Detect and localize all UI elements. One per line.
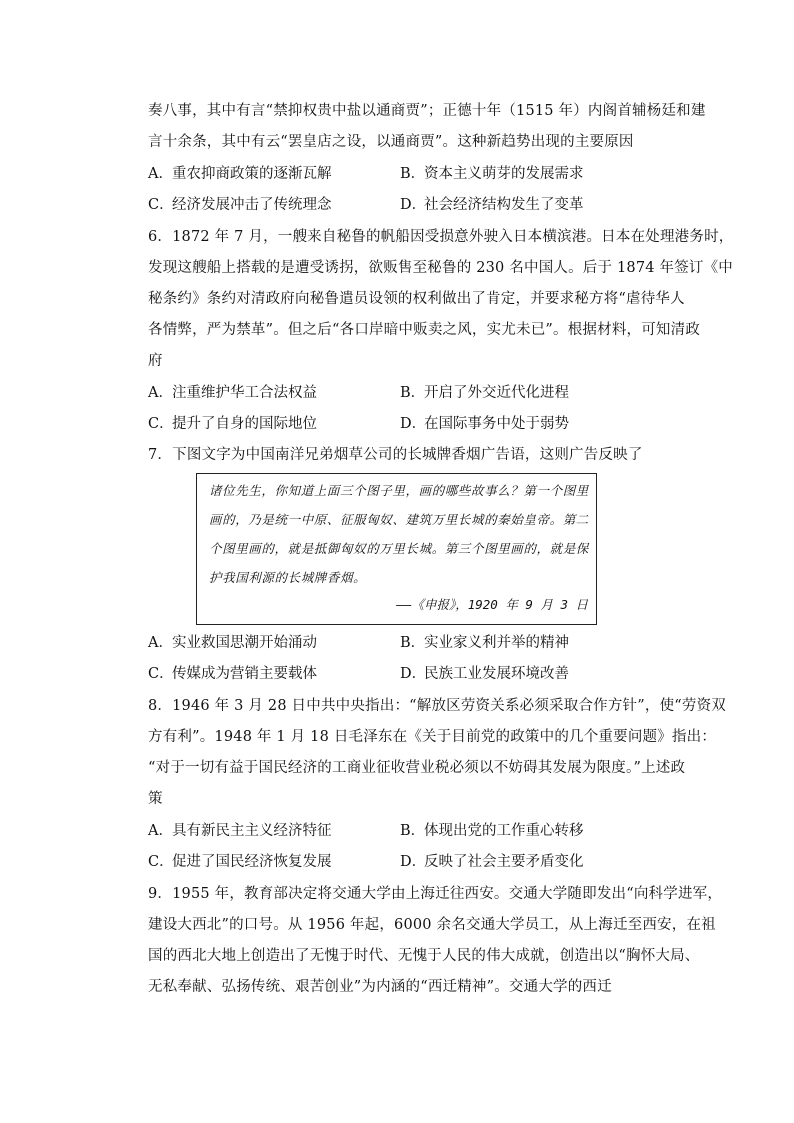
ad-line-4: 护我国利源的长城牌香烟。 [209, 570, 367, 585]
q5-option-a[interactable] [148, 164, 332, 184]
option-letter: B． [400, 385, 426, 401]
q7-option-d[interactable] [400, 664, 569, 684]
option-text: 具有新民主主义经济特征 [172, 823, 332, 839]
ad-line-3: 个图里画的，就是抵御匈奴的万里长城。第三个图里画的，就是保 [209, 541, 589, 556]
option-letter: A． [148, 385, 173, 401]
q6-line-2: 发现这艘船上搭载的是遭受诱拐，欲贩售至秘鲁的 230 名中国人。后于 1874 年签订《中 [148, 260, 734, 276]
q6-line-4: 各情弊，严为禁革”。但之后“各口岸暗中贩卖之风，实尤未已”。根据材料，可知清政 [148, 322, 701, 338]
option-letter: A． [148, 823, 173, 839]
option-letter: D． [400, 666, 427, 682]
q6-option-a[interactable] [148, 383, 317, 403]
option-text: 传媒成为营销主要载体 [172, 666, 317, 682]
q6-line-3: 秘条约》条约对清政府向秘鲁遣员设领的权利做出了肯定，并要求秘方将“虐待华人 [148, 291, 685, 307]
q5-line-2: 言十余条，其中有云“罢皇店之设，以通商贾”。这种新趋势出现的主要原因 [148, 134, 634, 150]
ad-source: ——《申报》，1920 年 9 月 3 日 [396, 597, 588, 612]
q6-option-c[interactable] [148, 414, 317, 434]
q8-line-2: 方有利”。1948 年 1 月 18 日毛泽东在《关于目前党的政策中的几个重要问题》指出： [148, 729, 717, 745]
option-text: 实业救国思潮开始涌动 [172, 635, 317, 651]
q8-option-c[interactable] [148, 852, 332, 872]
option-text: 体现出党的工作重心转移 [424, 823, 584, 839]
q7-option-a[interactable] [148, 633, 317, 653]
option-letter: B． [400, 166, 426, 182]
option-letter: D． [400, 854, 427, 870]
option-text: 在国际事务中处于弱势 [424, 416, 569, 432]
q6-option-d[interactable] [400, 414, 569, 434]
q8-line-3: “对于一切有益于国民经济的工商业征收营业税必须以不妨碍其发展为限度。”上述政 [148, 760, 686, 776]
option-text: 促进了国民经济恢复发展 [172, 854, 332, 870]
ad-line-2: 画的，乃是统一中原、征服匈奴、建筑万里长城的秦始皇帝。第二 [209, 512, 589, 527]
q6-line-5: 府 [148, 353, 163, 369]
q7-option-c[interactable] [148, 664, 317, 684]
option-letter: D． [400, 416, 427, 432]
option-text: 实业家义利并举的精神 [424, 635, 569, 651]
q7-line-1: 7．下图文字为中国南洋兄弟烟草公司的长城牌香烟广告语，这则广告反映了 [148, 447, 643, 463]
q8-option-a[interactable] [148, 821, 332, 841]
q7-option-b[interactable] [400, 633, 569, 653]
option-text: 民族工业发展环境改善 [424, 666, 569, 682]
option-letter: D． [400, 197, 427, 213]
option-text: 开启了外交近代化进程 [424, 385, 569, 401]
q5-option-c[interactable] [148, 195, 332, 215]
q9-line-2: 建设大西北”的口号。从 1956 年起，6000 余名交通大学员工，从上海迁至西安，在祖 [148, 917, 716, 933]
q8-option-d[interactable] [400, 852, 584, 872]
option-letter: A． [148, 166, 173, 182]
q5-option-d[interactable] [400, 195, 584, 215]
option-letter: A． [148, 635, 173, 651]
q9-line-4: 无私奉献、弘扬传统、艰苦创业”为内涵的“西迁精神”。交通大学的西迁 [148, 979, 612, 995]
q9-line-1: 9．1955 年，教育部决定将交通大学由上海迁往西安。交通大学随即发出“向科学进军， [148, 886, 723, 902]
option-text: 反映了社会主要矛盾变化 [424, 854, 584, 870]
option-letter: C． [148, 416, 174, 432]
option-text: 经济发展冲击了传统理念 [172, 197, 332, 213]
advertisement-box [196, 473, 597, 625]
q5-line-1: 奏八事，其中有言“禁抑权贵中盐以通商贾”；正德十年（1515 年）内阁首辅杨廷和建 [148, 103, 706, 119]
option-text: 注重维护华工合法权益 [172, 385, 317, 401]
q5-option-b[interactable] [400, 164, 584, 184]
q6-option-b[interactable] [400, 383, 569, 403]
option-letter: C． [148, 854, 174, 870]
ad-line-1: 诸位先生，你知道上面三个图子里，画的哪些故事么？第一个图里 [209, 483, 589, 498]
q8-line-1: 8．1946 年 3 月 28 日中共中央指出：“解放区劳资关系必须采取合作方针”，使“劳资双 [148, 698, 726, 714]
option-letter: B． [400, 635, 426, 651]
option-letter: B． [400, 823, 426, 839]
option-text: 社会经济结构发生了变革 [424, 197, 584, 213]
option-text: 资本主义萌芽的发展需求 [424, 166, 584, 182]
q8-option-b[interactable] [400, 821, 584, 841]
q8-line-4: 策 [148, 791, 163, 807]
option-letter: C． [148, 666, 174, 682]
option-letter: C． [148, 197, 174, 213]
option-text: 提升了自身的国际地位 [172, 416, 317, 432]
q6-line-1: 6．1872 年 7 月，一艘来自秘鲁的帆船因受损意外驶入日本横滨港。日本在处理港务时， [148, 229, 734, 245]
option-text: 重农抑商政策的逐渐瓦解 [172, 166, 332, 182]
q9-line-3: 国的西北大地上创造出了无愧于时代、无愧于人民的伟大成就，创造出以“胸怀大局、 [148, 948, 700, 964]
